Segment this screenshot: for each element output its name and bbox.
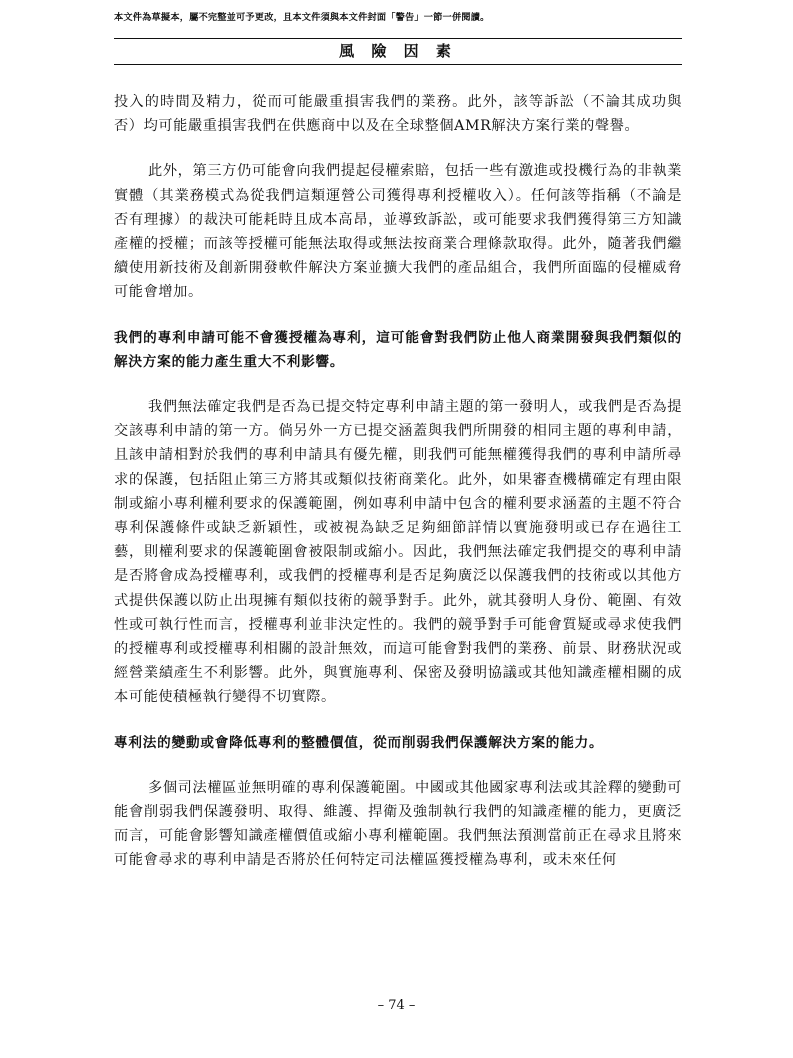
spacer: [114, 138, 682, 159]
page-content: [114, 90, 682, 873]
spacer: [114, 305, 682, 326]
spacer: [114, 755, 682, 776]
risk-heading-patent-applications: 我們的專利申請可能不會獲授權為專利，這可能會對我們防止他人商業開發與我們類似的解決方案的能力產生重大不利影響。: [114, 329, 682, 370]
risk-heading-patent-law-changes: 專利法的變動或會降低專利的整體價值，從而削弱我們保護解決方案的能力。: [114, 734, 604, 751]
spacer: [114, 374, 682, 395]
paragraph-infringement-claims: 此外，第三方仍可能會向我們提起侵權索賠，包括一些有激進或投機行為的非執業實體（其業務模式為從我們這類運營公司獲得專利授權收入）。任何該等指稱（不論是否有理據）的裁決可能耗時且成本高昂，並導致訴訟，或可能要求我們獲得第三方知識產權的授權；而該等授權可能無法取得或無法按商業合理條款取得。此外，隨著我們繼續使用新技術及創新開發軟件解決方案並擴大我們的產品組合，我們所面臨的侵權威脅可能會增加。: [114, 163, 682, 301]
section-title: 風 險 因 素: [339, 42, 457, 60]
draft-notice: 本文件為草擬本，屬不完整並可予更改，且本文件須與本文件封面「警告」一節一併閱讀。: [114, 12, 490, 23]
spacer: [114, 710, 682, 731]
paragraph-patent-law-changes: 多個司法權區並無明確的專利保護範圍。中國或其他國家專利法或其詮釋的變動可能會削弱我們保護發明、取得、維護、捍衛及強制執行我們的知識產權的能力，更廣泛而言，可能會影響知識產權價值或縮小專利權範圍。我們無法預測當前正在尋求且將來可能會尋求的專利申請是否將於任何特定司法權區獲授權為專利，或未來任何: [114, 779, 682, 869]
header-rule-top: [114, 38, 682, 39]
header-rule-bottom: [114, 64, 682, 65]
page-number: – 74 –: [377, 998, 416, 1013]
paragraph-continued: 投入的時間及精力，從而可能嚴重損害我們的業務。此外，該等訴訟（不論其成功與否）均可能嚴重損害我們在供應商中以及在全球整個AMR解決方案行業的聲譽。: [114, 94, 682, 135]
paragraph-patent-applications: 我們無法確定我們是否為已提交特定專利申請主題的第一發明人，或我們是否為提交該專利申請的第一方。倘另外一方已提交涵蓋與我們所開發的相同主題的專利申請，且該申請相對於我們的專利申請具有優先權，則我們可能無權獲得我們的專利申請所尋求的保護，包括阻止第三方將其或類似技術商業化。此外，如果審查機構確定有理由限制或縮小專利權利要求的保護範圍，例如專利申請中包含的權利要求涵蓋的主題不符合專利保護條件或缺乏新穎性，或被視為缺乏足夠細節詳情以實施發明或已存在過往工藝，則權利要求的保護範圍會被限制或縮小。因此，我們無法確定我們提交的專利申請是否將會成為授權專利，或我們的授權專利是否足夠廣泛以保護我們的技術或以其他方式提供保護以防止出現擁有類似技術的競爭對手。此外，就其發明人身份、範圍、有效性或可執行性而言，授權專利並非決定性的。我們的競爭對手可能會質疑或尋求使我們的授權專利或授權專利相關的設計無效，而這可能會對我們的業務、前景、財務狀況或經營業績產生不利影響。此外，與實施專利、保密及發明協議或其他知識產權相關的成本可能使積極執行變得不切實際。: [114, 399, 682, 706]
